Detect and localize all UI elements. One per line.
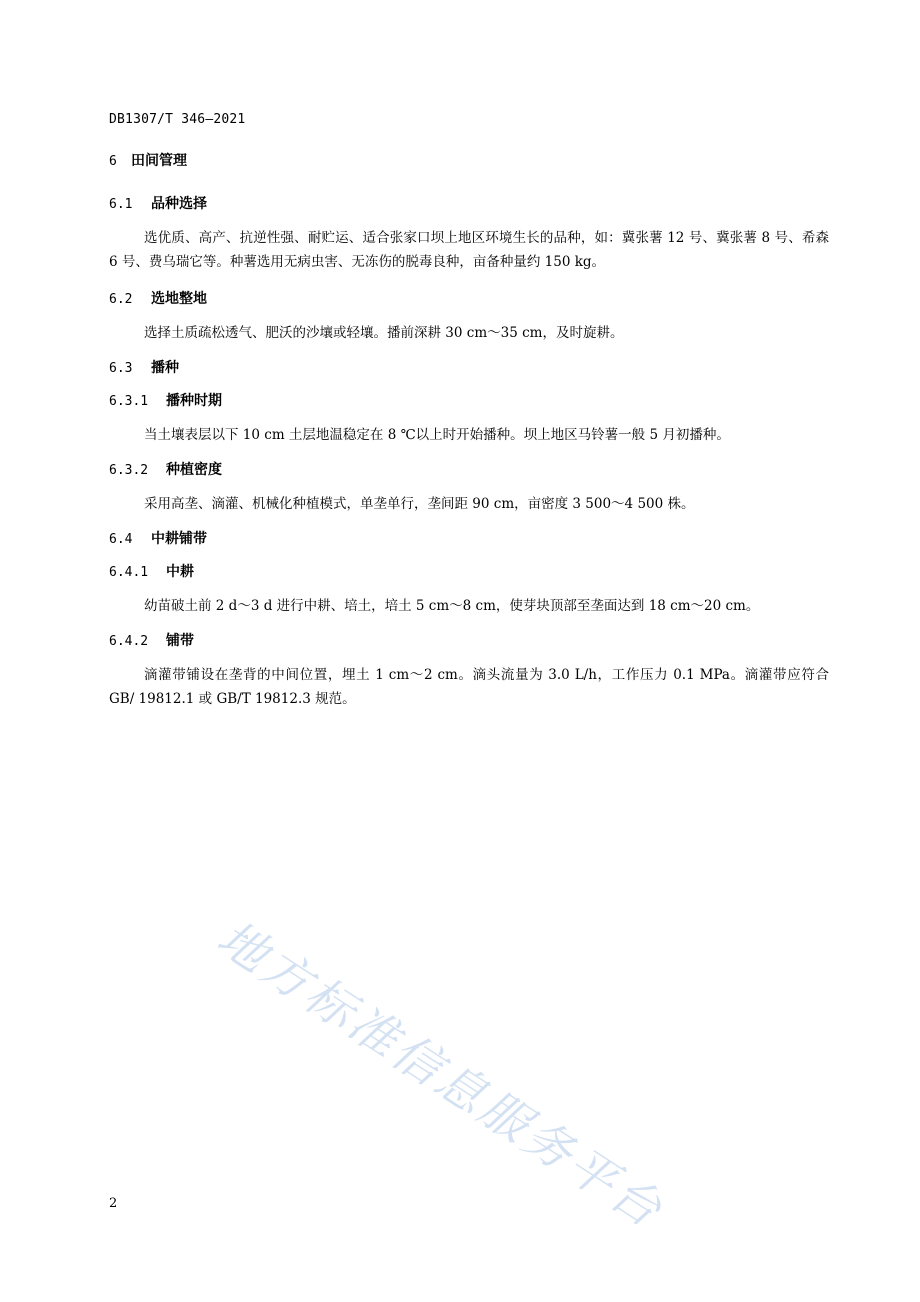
section-heading-6-4-1 [109, 561, 194, 581]
section-heading-6 [109, 150, 187, 170]
section-heading-6-3 [109, 357, 179, 377]
section-number: 6.4.1 [109, 565, 149, 580]
section-number: 6.4.2 [109, 634, 149, 649]
section-heading-6-4 [109, 528, 207, 548]
section-heading-6-3-2 [109, 459, 222, 479]
section-title: 中耕铺带 [151, 531, 207, 547]
section-title: 铺带 [166, 633, 194, 649]
section-heading-6-1 [109, 193, 207, 213]
section-title: 选地整地 [151, 291, 207, 307]
section-number: 6.2 [109, 292, 133, 307]
section-number: 6.1 [109, 197, 133, 212]
section-heading-6-4-2 [109, 630, 194, 650]
paragraph-6-3-2: 采用高垄、滴灌、机械化种植模式，单垄单行，垄间距 90 cm，亩密度 3 500～4 500 株。 [144, 496, 695, 512]
section-title: 播种时期 [166, 393, 222, 409]
paragraph-6-2: 选择土质疏松透气、肥沃的沙壤或轻壤。播前深耕 30 cm～35 cm，及时旋耕。 [144, 325, 624, 341]
section-title: 种植密度 [166, 462, 222, 478]
watermark: 地方标准信息服务平台 [207, 909, 674, 1240]
section-title: 播种 [151, 360, 179, 376]
paragraph-6-3-1: 当土壤表层以下 10 cm 土层地温稳定在 8 ℃以上时开始播种。坝上地区马铃薯一般 5 月初播种。 [144, 427, 730, 443]
section-number: 6.3.2 [109, 463, 149, 478]
section-number: 6.4 [109, 532, 133, 547]
section-number: 6.3 [109, 361, 133, 376]
section-heading-6-3-1 [109, 390, 222, 410]
section-title: 田间管理 [131, 153, 187, 169]
section-heading-6-2 [109, 288, 207, 308]
standard-code: DB1307/T 346—2021 [109, 112, 246, 127]
section-title: 中耕 [166, 564, 194, 580]
section-number: 6.3.1 [109, 394, 149, 409]
paragraph-6-4-2: 滴灌带铺设在垄背的中间位置，埋土 1 cm～2 cm。滴头流量为 3.0 L/h，工作压力 0.1 MPa。滴灌带应符合 GB/ 19812.1 或 GB/T 19812.3 规范。 [109, 667, 834, 707]
paragraph-6-4-1: 幼苗破土前 2 d～3 d 进行中耕、培土，培土 5 cm～8 cm，使芽块顶部至垄面达到 18 cm～20 cm。 [144, 598, 760, 614]
paragraph-6-1: 选优质、高产、抗逆性强、耐贮运、适合张家口坝上地区环境生长的品种，如：冀张薯 12 号、冀张薯 8 号、希森 6 号、费乌瑞它等。种薯选用无病虫害、无冻伤的脱毒良种，亩备种量约 150 kg。 [109, 230, 834, 270]
page-number: 2 [109, 1196, 118, 1211]
section-title: 品种选择 [151, 196, 207, 212]
section-number: 6 [109, 154, 117, 169]
